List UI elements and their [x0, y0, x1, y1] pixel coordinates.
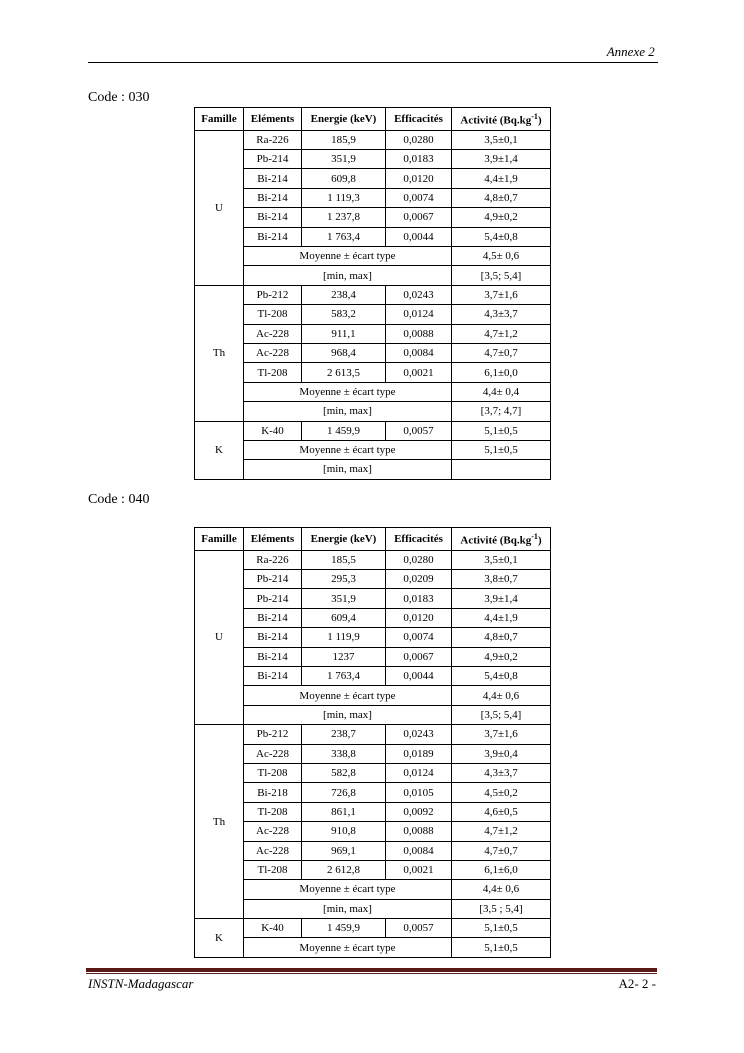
element-cell: Ac-228 [244, 343, 302, 362]
efficacite-cell: 0,0183 [386, 589, 452, 608]
table-row [195, 841, 551, 860]
energie-cell: 238,7 [302, 725, 386, 744]
activite-header-close: ) [537, 114, 542, 127]
activite-cell: 4,8±0,7 [452, 188, 551, 207]
col-efficacites-header: Efficacités [386, 108, 452, 131]
mean-value: 5,1±0,5 [452, 440, 551, 459]
energie-cell: 1 237,8 [302, 208, 386, 227]
range-value: [3,7; 4,7] [452, 402, 551, 421]
efficacite-cell: 0,0243 [386, 285, 452, 304]
activite-cell: 6,1±0,0 [452, 363, 551, 382]
activite-cell: 4,8±0,7 [452, 628, 551, 647]
element-cell: Tl-208 [244, 305, 302, 324]
efficacite-cell: 0,0021 [386, 363, 452, 382]
range-row [195, 402, 551, 421]
table-row [195, 783, 551, 802]
range-label: [min, max] [244, 402, 452, 421]
mean-value: 5,1±0,5 [452, 938, 551, 957]
table-row [195, 227, 551, 246]
table-row [195, 570, 551, 589]
element-cell: Ra-226 [244, 550, 302, 569]
activite-cell: 3,5±0,1 [452, 130, 551, 149]
page-header [88, 44, 658, 63]
energie-cell: 238,4 [302, 285, 386, 304]
energie-cell: 295,3 [302, 570, 386, 589]
range-label: [min, max] [244, 899, 452, 918]
mean-label: Moyenne ± écart type [244, 382, 452, 401]
activite-cell: 3,9±1,4 [452, 589, 551, 608]
activite-cell: 5,1±0,5 [452, 919, 551, 938]
element-cell: Tl-208 [244, 860, 302, 879]
efficacite-cell: 0,0209 [386, 570, 452, 589]
activite-cell: 3,8±0,7 [452, 570, 551, 589]
efficacite-cell: 0,0189 [386, 744, 452, 763]
table-row [195, 919, 551, 938]
activite-cell: 3,9±0,4 [452, 744, 551, 763]
efficacite-cell: 0,0120 [386, 169, 452, 188]
col-efficacites-header: Efficacités [386, 528, 452, 551]
element-cell: Bi-214 [244, 647, 302, 666]
energie-cell: 609,8 [302, 169, 386, 188]
activite-header-text: Activité (Bq.kg [460, 534, 532, 547]
energie-cell: 351,9 [302, 589, 386, 608]
activite-cell: 4,7±0,7 [452, 343, 551, 362]
activite-cell: 4,4±1,9 [452, 169, 551, 188]
range-value: [3,5; 5,4] [452, 705, 551, 724]
activite-cell: 3,7±1,6 [452, 285, 551, 304]
range-label: [min, max] [244, 460, 452, 479]
mean-row [195, 247, 551, 266]
energie-cell: 1 459,9 [302, 421, 386, 440]
table-row [195, 647, 551, 666]
table-row [195, 130, 551, 149]
table-row [195, 725, 551, 744]
efficacite-cell: 0,0021 [386, 860, 452, 879]
table-row [195, 421, 551, 440]
table-row [195, 822, 551, 841]
mean-label: Moyenne ± écart type [244, 938, 452, 957]
energie-cell: 2 612,8 [302, 860, 386, 879]
header-row [195, 108, 551, 131]
activite-cell: 5,4±0,8 [452, 667, 551, 686]
element-cell: Ac-228 [244, 822, 302, 841]
element-cell: K-40 [244, 919, 302, 938]
mean-value: 4,4± 0,6 [452, 880, 551, 899]
mean-row [195, 938, 551, 957]
col-energie-header: Energie (keV) [302, 528, 386, 551]
activite-cell: 4,4±1,9 [452, 608, 551, 627]
energie-cell: 583,2 [302, 305, 386, 324]
energie-cell: 338,8 [302, 744, 386, 763]
col-elements-header: Eléments [244, 528, 302, 551]
efficacite-cell: 0,0074 [386, 628, 452, 647]
range-label: [min, max] [244, 266, 452, 285]
mean-label: Moyenne ± écart type [244, 686, 452, 705]
energie-cell: 1 763,4 [302, 667, 386, 686]
table-row [195, 343, 551, 362]
element-cell: Bi-214 [244, 188, 302, 207]
mean-value: 4,5± 0,6 [452, 247, 551, 266]
table-row [195, 802, 551, 821]
energie-cell: 185,5 [302, 550, 386, 569]
activite-cell: 4,7±1,2 [452, 822, 551, 841]
famille-cell: U [195, 550, 244, 725]
footer-institution: INSTN-Madagascar [88, 976, 194, 991]
activite-header-exponent: -1 [531, 112, 538, 121]
code-label-030: Code : 030 [88, 90, 150, 105]
efficacite-cell: 0,0067 [386, 208, 452, 227]
energie-cell: 582,8 [302, 763, 386, 782]
energie-cell: 1 119,9 [302, 628, 386, 647]
footer-page-number: A2- 2 - [618, 976, 656, 991]
activite-cell: 4,7±1,2 [452, 324, 551, 343]
activite-cell: 4,7±0,7 [452, 841, 551, 860]
element-cell: Bi-214 [244, 208, 302, 227]
mean-row [195, 880, 551, 899]
table-row [195, 188, 551, 207]
activite-cell: 4,3±3,7 [452, 763, 551, 782]
energie-cell: 1 119,3 [302, 188, 386, 207]
energie-cell: 351,9 [302, 150, 386, 169]
mean-row [195, 686, 551, 705]
table-row [195, 285, 551, 304]
table-row [195, 324, 551, 343]
element-cell: Ac-228 [244, 841, 302, 860]
activite-header-text: Activité (Bq.kg [460, 114, 532, 127]
table-row [195, 550, 551, 569]
activite-cell: 5,4±0,8 [452, 227, 551, 246]
table-row [195, 305, 551, 324]
mean-value: 4,4± 0,4 [452, 382, 551, 401]
table-row [195, 860, 551, 879]
table-row [195, 208, 551, 227]
efficacite-cell: 0,0105 [386, 783, 452, 802]
element-cell: Bi-214 [244, 169, 302, 188]
element-cell: Bi-218 [244, 783, 302, 802]
element-cell: Tl-208 [244, 802, 302, 821]
table-row [195, 667, 551, 686]
col-activite-header [452, 108, 551, 131]
famille-cell: U [195, 130, 244, 285]
efficacite-cell: 0,0057 [386, 421, 452, 440]
efficacite-cell: 0,0120 [386, 608, 452, 627]
famille-cell: Th [195, 285, 244, 421]
efficacite-cell: 0,0084 [386, 841, 452, 860]
element-cell: Bi-214 [244, 628, 302, 647]
activite-cell: 4,9±0,2 [452, 208, 551, 227]
activite-cell: 4,6±0,5 [452, 802, 551, 821]
efficacite-cell: 0,0124 [386, 305, 452, 324]
footer-rule-thin [86, 973, 657, 974]
activite-cell: 4,9±0,2 [452, 647, 551, 666]
efficacite-cell: 0,0057 [386, 919, 452, 938]
table-row [195, 763, 551, 782]
range-value: [3,5; 5,4] [452, 266, 551, 285]
famille-cell: K [195, 919, 244, 958]
header-row [195, 528, 551, 551]
table-row [195, 608, 551, 627]
famille-cell: K [195, 421, 244, 479]
table-row [195, 744, 551, 763]
element-cell: Ra-226 [244, 130, 302, 149]
element-cell: Bi-214 [244, 227, 302, 246]
energie-cell: 185,9 [302, 130, 386, 149]
efficacite-cell: 0,0088 [386, 324, 452, 343]
efficacite-cell: 0,0074 [386, 188, 452, 207]
energie-cell: 1237 [302, 647, 386, 666]
famille-cell: Th [195, 725, 244, 919]
element-cell: Pb-214 [244, 150, 302, 169]
mean-label: Moyenne ± écart type [244, 880, 452, 899]
efficacite-cell: 0,0044 [386, 667, 452, 686]
energie-cell: 2 613,5 [302, 363, 386, 382]
activite-cell: 6,1±6,0 [452, 860, 551, 879]
efficacite-cell: 0,0092 [386, 802, 452, 821]
range-value [452, 460, 551, 479]
element-cell: Bi-214 [244, 667, 302, 686]
efficacite-cell: 0,0044 [386, 227, 452, 246]
col-elements-header: Eléments [244, 108, 302, 131]
col-famille-header: Famille [195, 108, 244, 131]
annex-label: Annexe 2 [606, 44, 655, 59]
element-cell: Pb-214 [244, 589, 302, 608]
element-cell: Tl-208 [244, 763, 302, 782]
mean-row [195, 440, 551, 459]
activite-header-exponent: -1 [531, 532, 538, 541]
energie-cell: 1 763,4 [302, 227, 386, 246]
element-cell: Tl-208 [244, 363, 302, 382]
efficacite-cell: 0,0088 [386, 822, 452, 841]
energie-cell: 968,4 [302, 343, 386, 362]
activity-table-040 [194, 527, 551, 958]
table-row [195, 169, 551, 188]
table-row [195, 150, 551, 169]
efficacite-cell: 0,0243 [386, 725, 452, 744]
energie-cell: 1 459,9 [302, 919, 386, 938]
efficacite-cell: 0,0124 [386, 763, 452, 782]
activite-cell: 3,7±1,6 [452, 725, 551, 744]
activity-table-030 [194, 107, 551, 480]
activite-cell: 3,5±0,1 [452, 550, 551, 569]
table-row [195, 363, 551, 382]
activite-cell: 5,1±0,5 [452, 421, 551, 440]
energie-cell: 861,1 [302, 802, 386, 821]
efficacite-cell: 0,0084 [386, 343, 452, 362]
mean-label: Moyenne ± écart type [244, 247, 452, 266]
col-famille-header: Famille [195, 528, 244, 551]
range-row [195, 266, 551, 285]
efficacite-cell: 0,0067 [386, 647, 452, 666]
activite-cell: 4,3±3,7 [452, 305, 551, 324]
element-cell: K-40 [244, 421, 302, 440]
footer-rule [86, 968, 657, 972]
energie-cell: 609,4 [302, 608, 386, 627]
range-value: [3,5 ; 5,4] [452, 899, 551, 918]
range-row [195, 705, 551, 724]
activite-header-close: ) [537, 534, 542, 547]
efficacite-cell: 0,0280 [386, 550, 452, 569]
element-cell: Pb-212 [244, 725, 302, 744]
mean-value: 4,4± 0,6 [452, 686, 551, 705]
range-row [195, 460, 551, 479]
element-cell: Ac-228 [244, 324, 302, 343]
activite-cell: 3,9±1,4 [452, 150, 551, 169]
energie-cell: 726,8 [302, 783, 386, 802]
range-label: [min, max] [244, 705, 452, 724]
range-row [195, 899, 551, 918]
efficacite-cell: 0,0183 [386, 150, 452, 169]
col-energie-header: Energie (keV) [302, 108, 386, 131]
activite-cell: 4,5±0,2 [452, 783, 551, 802]
col-activite-header [452, 528, 551, 551]
element-cell: Ac-228 [244, 744, 302, 763]
table-row [195, 589, 551, 608]
code-label-040: Code : 040 [88, 492, 150, 507]
mean-label: Moyenne ± écart type [244, 440, 452, 459]
table-row [195, 628, 551, 647]
energie-cell: 911,1 [302, 324, 386, 343]
efficacite-cell: 0,0280 [386, 130, 452, 149]
element-cell: Bi-214 [244, 608, 302, 627]
element-cell: Pb-214 [244, 570, 302, 589]
energie-cell: 969,1 [302, 841, 386, 860]
element-cell: Pb-212 [244, 285, 302, 304]
mean-row [195, 382, 551, 401]
energie-cell: 910,8 [302, 822, 386, 841]
